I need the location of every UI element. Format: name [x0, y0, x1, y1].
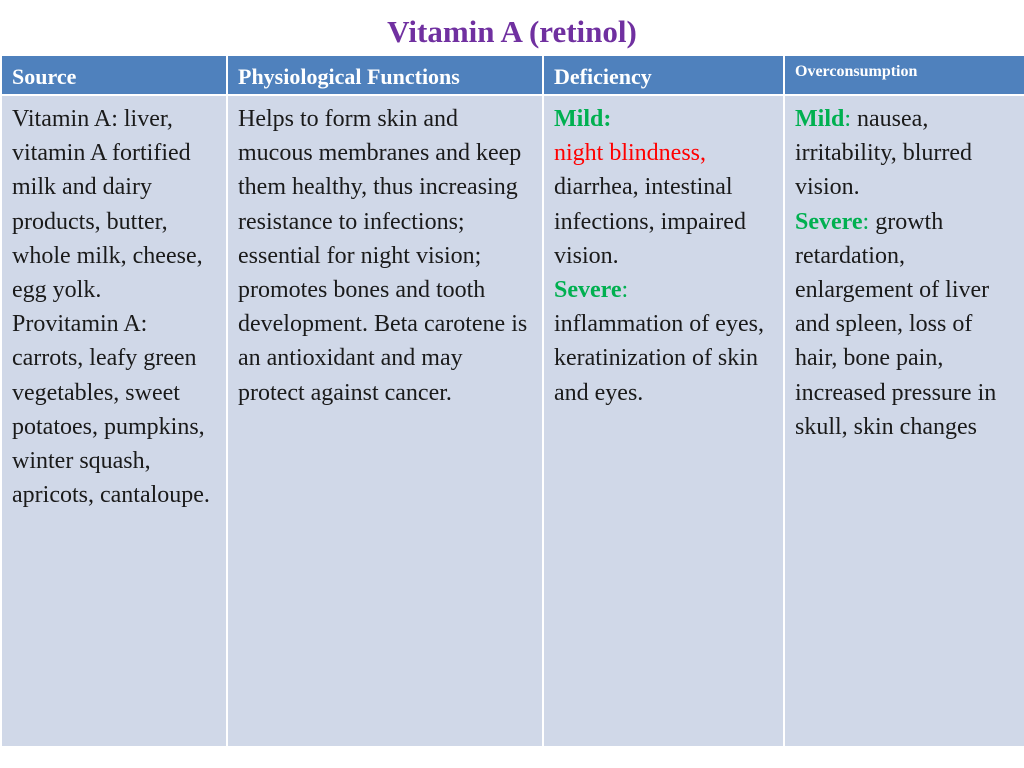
functions-cell	[227, 95, 543, 747]
table-row	[1, 95, 1024, 747]
overconsumption-severe-colon: :	[862, 208, 870, 235]
header-source: Source	[1, 55, 227, 95]
deficiency-mild-text: diarrhea, intestinal infections, impaired vision.	[554, 174, 746, 269]
deficiency-severe-text: inflammation of eyes, keratinization of skin and eyes.	[554, 311, 764, 406]
deficiency-severe-label: Severe	[554, 277, 622, 304]
overconsumption-mild-text: nausea, irritability, blurred vision.	[795, 106, 973, 201]
overconsumption-severe-label: Severe	[795, 208, 863, 235]
functions-text: Helps to form skin and mucous membranes and keep them healthy, thus increasing resistance to infections; essential for night vision; promotes bones and tooth development. Beta carotene is an antioxidant and may protect against cancer.	[238, 106, 528, 406]
deficiency-severe-colon: :	[621, 277, 629, 304]
header-overconsumption: Overconsumption	[784, 55, 1024, 95]
overconsumption-mild-label: Mild	[795, 106, 845, 132]
header-row	[1, 55, 1024, 95]
deficiency-mild-label: Mild:	[554, 106, 612, 132]
overconsumption-cell	[784, 95, 1024, 747]
deficiency-cell	[543, 95, 784, 747]
slide-title: Vitamin A (retinol)	[387, 14, 637, 49]
source-cell	[1, 95, 227, 747]
header-deficiency: Deficiency	[543, 55, 784, 95]
vitamin-table	[0, 54, 1024, 748]
header-physiological-functions: Physiological Functions	[227, 55, 543, 95]
overconsumption-severe-text: growth retardation, enlargement of liver and spleen, loss of hair, bone pain, increased pressure in skull, skin changes	[795, 208, 997, 440]
source-provitamin-a-text: Provitamin A: carrots, leafy green vegetables, sweet potatoes, pumpkins, winter squash, apricots, cantaloupe.	[12, 311, 210, 509]
source-vitamin-a-text: Vitamin A: liver, vitamin A fortified milk and dairy products, butter, whole milk, cheese, egg yolk.	[12, 106, 203, 304]
deficiency-mild-highlight: night blindness,	[554, 140, 707, 167]
overconsumption-mild-colon: :	[844, 106, 852, 132]
